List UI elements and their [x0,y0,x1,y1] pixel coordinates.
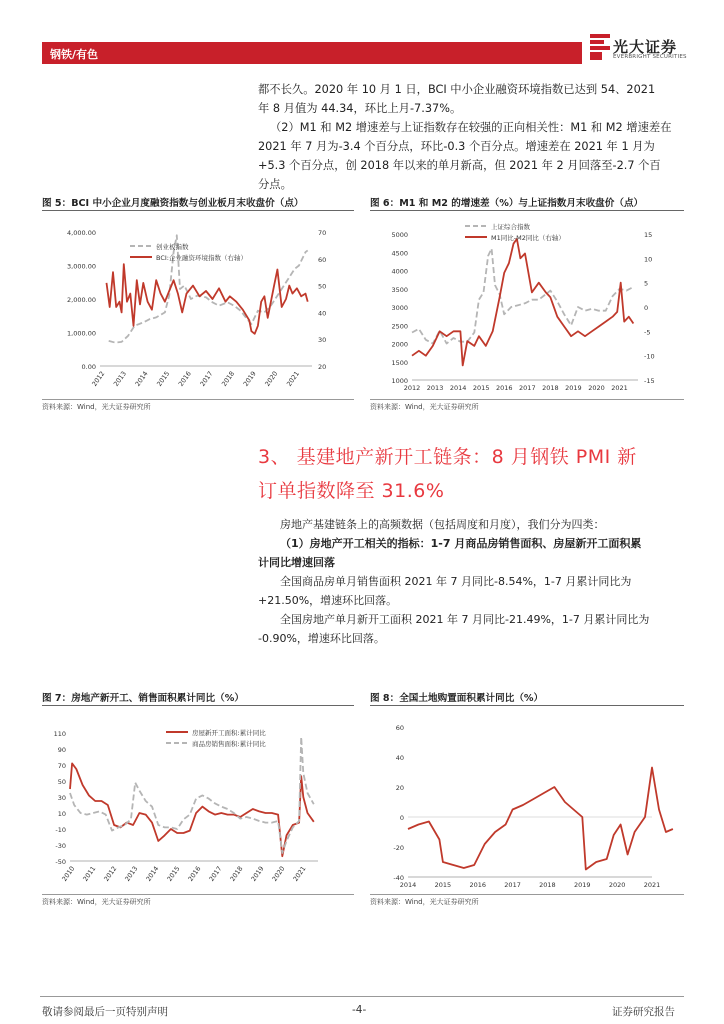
y2-tick-label: -5 [644,328,651,337]
body-paragraph: 全国房地产单月新开工面积 2021 年 7 月同比-21.49%，1-7 月累计同比为 [280,613,650,626]
figure-7-bottom-rule [42,894,354,895]
x-tick-label: 2014 [399,881,417,889]
figure-8-chart [370,709,684,893]
figure-7-rule [42,705,354,706]
intro-line: +5.3 个百分点，创 2018 年以来的单月新高，但 2021 年 2 月回落至-2.7 个百 [258,159,661,172]
body-heading: （1）房地产开工相关的指标：1-7 月商品房销售面积、房屋新开工面积累 [280,537,642,550]
footer-rule [40,996,684,997]
x-tick-label: 2016 [176,369,193,388]
y-tick-label: 1,000.00 [67,329,96,338]
figure-5-source: 资料来源：Wind，光大证券研究所 [42,403,151,411]
x-tick-label: 2019 [574,881,591,889]
y-tick-label: 3,000.00 [67,262,96,271]
x-tick-label: 2020 [263,369,280,388]
x-tick-label: 2015 [434,881,452,889]
x-tick-label: 2013 [426,384,444,392]
x-tick-label: 2021 [285,369,302,388]
x-tick-label: 2020 [588,384,605,392]
figure-5-title: 图 5：BCI 中小企业月度融资指数与创业板月末收盘价（点） [42,198,304,209]
x-tick-label: 2011 [81,864,98,883]
body-heading-cont: 计同比增速回落 [258,556,335,569]
y-tick-label: 3000 [391,304,408,312]
x-tick-label: 2021 [611,384,628,392]
intro-line: 年 8 月值为 44.34，环比上月-7.37%。 [258,102,462,115]
y2-tick-label: 5 [644,279,649,288]
x-tick-label: 2015 [165,864,182,883]
figure-6-title: 图 6：M1 和 M2 的增速差（%）与上证指数月末收盘价（点） [370,198,644,209]
y-tick-label: 50 [57,778,66,786]
y2-tick-label: 30 [318,336,327,345]
y2-tick-label: -15 [644,377,655,385]
y2-tick-label: 15 [644,231,653,239]
x-tick-label: 2013 [111,369,129,388]
x-tick-label: 2021 [643,881,661,889]
x-tick-label: 2016 [495,384,513,392]
y2-tick-label: -10 [644,352,655,361]
y-tick-label: -20 [393,844,404,852]
body-paragraph: 房地产基建链条上的高频数据（包括周度和月度），我们分为四类： [280,518,605,531]
y-tick-label: 70 [57,762,66,770]
y-tick-label: -10 [55,826,66,834]
y-tick-label: 110 [53,730,66,738]
body-paragraph: 全国商品房单月销售面积 2021 年 7 月同比-8.54%，1-7 月累计同比为 [280,575,632,588]
figure-8-bottom-rule [370,894,684,895]
x-tick-label: 2017 [207,864,224,883]
figure-5-rule [42,210,354,211]
body-paragraph-cont: -0.90%，增速环比回落。 [258,632,385,645]
x-tick-label: 2014 [449,384,467,392]
x-tick-label: 2018 [220,369,237,388]
intro-paragraph [258,80,683,194]
x-tick-label: 2021 [291,864,308,883]
y-tick-label: 4500 [391,249,408,258]
x-tick-label: 2018 [228,864,245,883]
y2-tick-label: 50 [318,282,327,291]
x-tick-label: 2014 [144,864,161,883]
y2-tick-label: 60 [318,255,327,264]
x-tick-label: 2013 [123,864,140,883]
y-tick-label: 40 [395,754,404,762]
x-tick-label: 2017 [504,881,521,889]
y-tick-label: 1000 [391,377,408,385]
y-tick-label: 2,000.00 [67,296,96,304]
brand-logo-icon [590,34,610,60]
y-tick-label: 0 [399,814,404,822]
y-tick-label: 20 [395,784,404,792]
x-tick-label: 2017 [198,369,215,388]
y-tick-label: -50 [55,858,66,866]
series-line [408,768,673,870]
section-tag: 钢铁/有色 [50,48,99,61]
legend-label: 上证综合指数 [491,223,530,231]
section-3-title [258,440,688,508]
section-tag-bar [42,42,582,64]
figure-8-title: 图 8：全国土地购置面积累计同比（%） [370,693,544,704]
footer-disclaimer: 敬请参阅最后一页特别声明 [42,1006,168,1018]
y-tick-label: -30 [55,842,66,850]
figure-6-source: 资料来源：Wind，光大证券研究所 [370,403,479,411]
y-tick-label: 0.00 [81,363,96,371]
y-tick-label: 90 [57,746,66,754]
y-tick-label: 4000 [391,267,408,276]
page-number: -4- [352,1004,367,1016]
y-tick-label: 5000 [391,231,408,239]
x-tick-label: 2019 [565,384,582,392]
x-tick-label: 2012 [403,384,421,392]
y2-tick-label: 20 [318,363,327,371]
x-tick-label: 2012 [90,369,107,388]
figure-7-chart [42,709,354,893]
x-tick-label: 2015 [472,384,490,392]
x-tick-label: 2014 [133,369,150,388]
y-tick-label: 1500 [391,358,408,367]
figure-8-source: 资料来源：Wind，光大证券研究所 [370,898,479,906]
y-tick-label: 2000 [391,340,408,349]
x-tick-label: 2020 [608,881,626,889]
y-tick-label: -40 [393,874,404,882]
brand-name: 光大证券 [613,38,678,56]
section-3-title-line: 3、 基建地产新开工链条：8 月钢铁 PMI 新 [258,446,637,468]
x-tick-label: 2016 [469,881,486,889]
figure-5-bottom-rule [42,399,354,400]
x-tick-label: 2016 [186,864,203,883]
figure-7-title: 图 7：房地产新开工、销售面积累计同比（%） [42,693,244,704]
x-tick-label: 2018 [539,881,556,889]
series-line [70,737,314,853]
y-tick-label: 3500 [391,285,408,294]
y2-tick-label: 40 [318,309,327,318]
x-tick-label: 2012 [102,864,119,883]
y2-tick-label: 70 [318,229,327,237]
figure-7-source: 资料来源：Wind，光大证券研究所 [42,898,151,906]
footer-report-type: 证券研究报告 [612,1006,675,1018]
x-tick-label: 2015 [155,369,172,388]
figure-6-rule [370,210,684,211]
figure-5-chart [42,214,354,398]
y-tick-label: 10 [57,810,66,818]
figure-6-bottom-rule [370,399,684,400]
y2-tick-label: 10 [644,255,653,264]
figure-8-rule [370,705,684,706]
body-paragraph-cont: +21.50%，增速环比回落。 [258,594,398,607]
legend-label: 创业板指数 [156,243,189,251]
x-tick-label: 2019 [241,369,258,388]
legend-label: 商品房销售面积:累计同比 [192,740,266,748]
x-tick-label: 2017 [519,384,536,392]
y2-tick-label: 0 [644,304,649,312]
x-tick-label: 2010 [60,864,77,883]
y-tick-label: 60 [395,724,404,732]
legend-label: BCI:企业融资环境指数（右轴） [156,254,247,262]
legend-label: 房屋新开工面积:累计同比 [192,729,266,737]
series-line [412,239,633,366]
y-tick-label: 2500 [391,322,408,331]
y-tick-label: 4,000.00 [67,229,96,237]
series-line [412,249,633,344]
intro-line: （2）M1 和 M2 增速差与上证指数存在较强的正向相关性：M1 和 M2 增速差在 [270,121,672,134]
y-tick-label: 30 [57,794,66,802]
section-3-title-line: 订单指数降至 31.6% [258,480,445,502]
x-tick-label: 2018 [542,384,559,392]
legend-label: M1同比-M2同比（右轴） [491,234,565,242]
figure-6-chart [370,214,684,398]
x-tick-label: 2020 [270,864,287,883]
section-3-body [258,515,683,648]
intro-line: 都不长久。2020 年 10 月 1 日，BCI 中小企业融资环境指数已达到 54、2021 [258,83,656,96]
intro-line: 2021 年 7 月为-3.4 个百分点，环比-0.3 个百分点。增速差在 2021 年 1 月为 [258,140,655,153]
intro-line: 分点。 [258,178,292,191]
x-tick-label: 2019 [249,864,266,883]
brand-name-en: EVERBRIGHT SECURITIES [613,54,687,60]
